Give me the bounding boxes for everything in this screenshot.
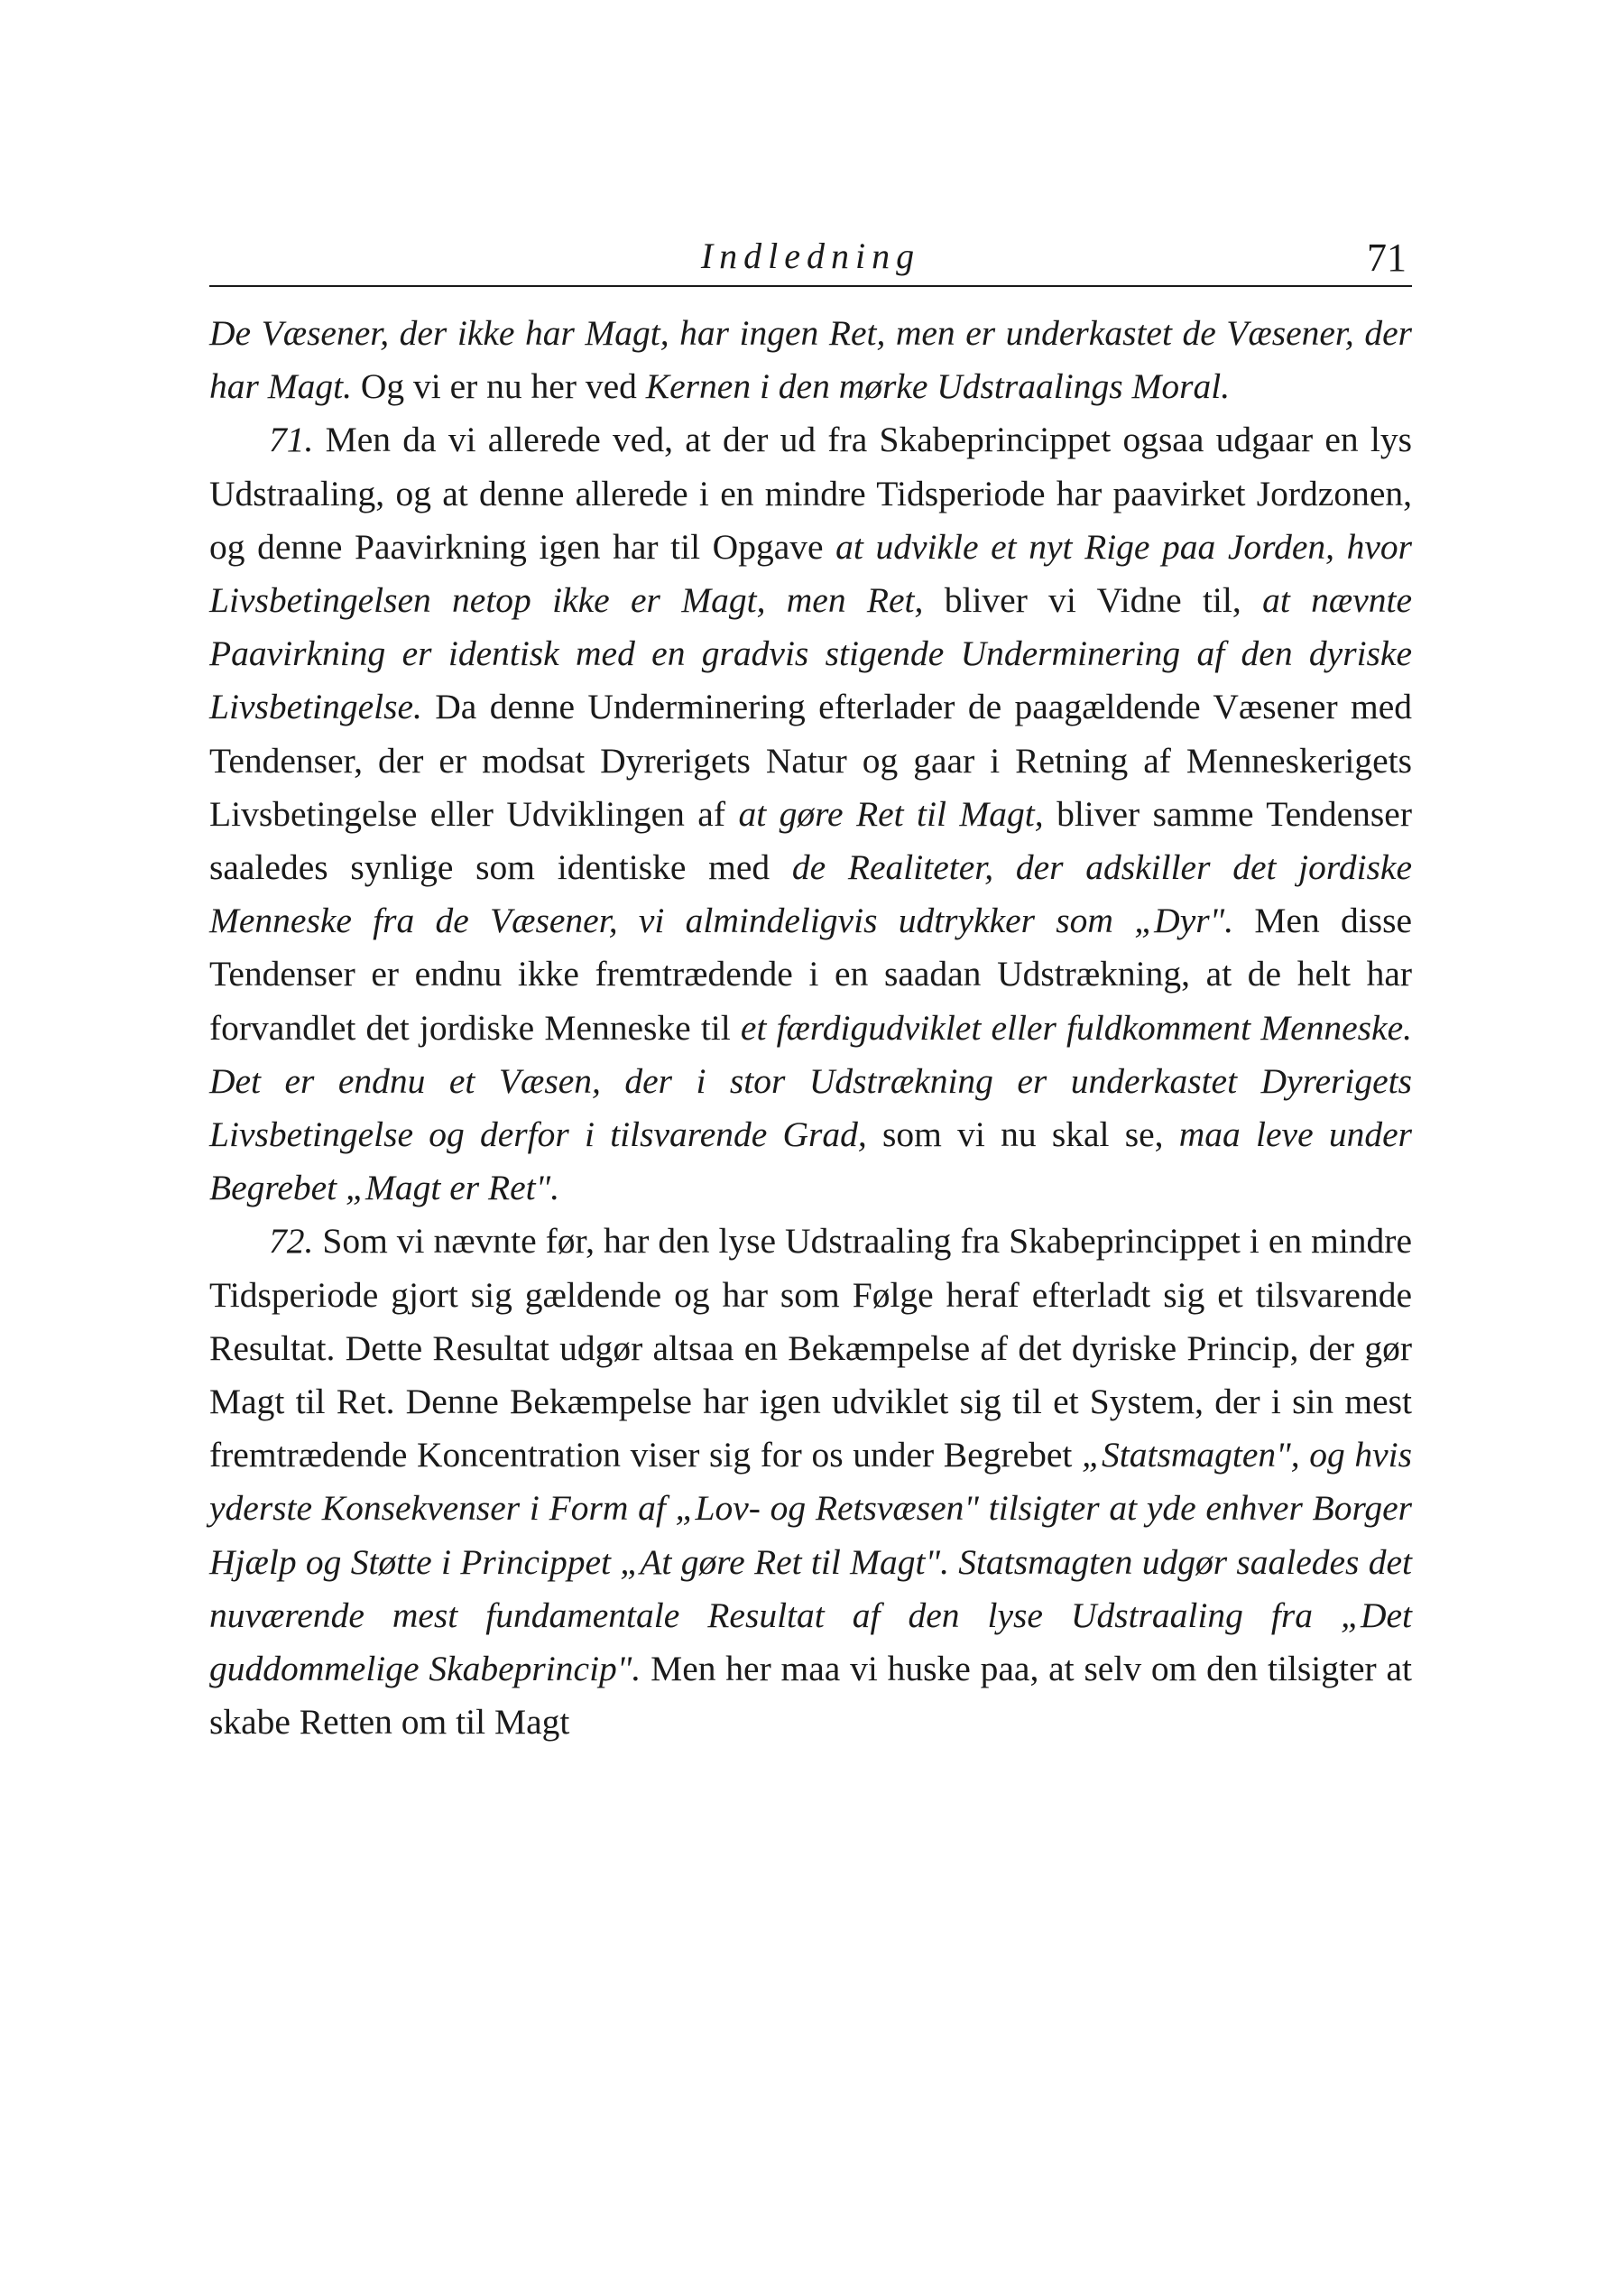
text-segment: bliver vi Vidne til, [923,580,1263,621]
paragraph [209,1215,1412,1749]
text-segment: „Statsmagten", og hvis yderste Konsekvenser i Form af „Lov- og Retsvæsen" tilsigter at yde enhver Borger Hjælp og Støtte i Princippet „At gøre Ret til Magt". Statsmagten udgør saaledes det nuværende mest fundamentale Resultat af den lyse Udstraaling fra „Det guddommelige Skabeprincip". [209,1435,1412,1689]
text-segment: Og vi er nu her ved [352,366,646,407]
text-segment: Kernen i den mørke Udstraalings Moral. [645,366,1231,407]
page-header [209,229,1412,280]
text-segment: Men disse Tendenser er endnu ikke fremtrædende i en saadan Udstrækning, at de helt har forvandlet det jordiske Menneske til [209,901,1412,1048]
text-segment: Da denne Underminering efterlader de paagældende Væsener med Tendenser, der er modsat Dyrerigets Natur og gaar i Retning af Menneskerigets Livsbetingelse eller Udviklingen af [209,687,1412,834]
paragraph [209,307,1412,413]
text-segment: at nævnte Paavirkning er identisk med en gradvis stigende Underminering af den dyriske Livsbetingelse. [209,580,1412,727]
text-segment: Som vi nævnte før, har den lyse Udstraaling fra Skabeprincippet i en mindre Tidsperiode gjort sig gældende og har som Følge heraf efterladt sig et tilsvarende Resultat. Dette Resultat udgør altsaa en Bekæmpelse af det dyriske Princip, der gør Magt til Ret. Denne Bekæmpelse har igen udviklet sig til et System, der i sin mest fremtrædende Koncentration viser sig for os under Begrebet [209,1221,1412,1475]
text-segment: Men her maa vi huske paa, at selv om den tilsigter at skabe Retten om til Magt [209,1649,1412,1743]
running-title: Indledning [700,236,921,276]
text-segment: Men da vi allerede ved, at der ud fra Skabeprincippet ogsaa udgaar en lys Udstraaling, og at denne allerede i en mindre Tidsperiode har paavirket Jordzonen, og denne Paavirkning igen har til Opgave [209,420,1412,567]
text-segment: de Realiteter, der adskiller det jordiske Menneske fra de Væsener, vi almindeligvis udtrykker som „Dyr". [209,847,1412,941]
text-segment: De Væsener, der ikke har Magt, har ingen Ret, men er underkastet de Væsener, der har Magt. [209,313,1412,407]
body-text [209,307,1412,1749]
text-segment: maa leve under Begrebet „Magt er Ret". [209,1114,1413,1208]
text-segment: et færdigudviklet eller fuldkomment Menneske. Det er endnu et Væsen, der i stor Udstrækning er underkastet Dyrerigets Livsbetingelse og derfor i tilsvarende Grad, [209,1007,1412,1155]
paragraph [209,413,1412,1215]
paragraph-number: 72. [269,1221,314,1262]
text-segment: at gøre Ret til Magt, [738,793,1044,834]
header-rule [209,285,1412,287]
text-segment: som vi nu skal se, [866,1114,1179,1155]
page-number: 71 [1367,236,1407,280]
paragraph-number: 71. [269,420,314,460]
text-segment: bliver samme Tendenser saaledes synlige som identiske med [209,793,1412,888]
text-segment: at udvikle et nyt Rige paa Jorden, hvor Livsbetingelsen netop ikke er Magt, men Ret, [209,526,1413,621]
